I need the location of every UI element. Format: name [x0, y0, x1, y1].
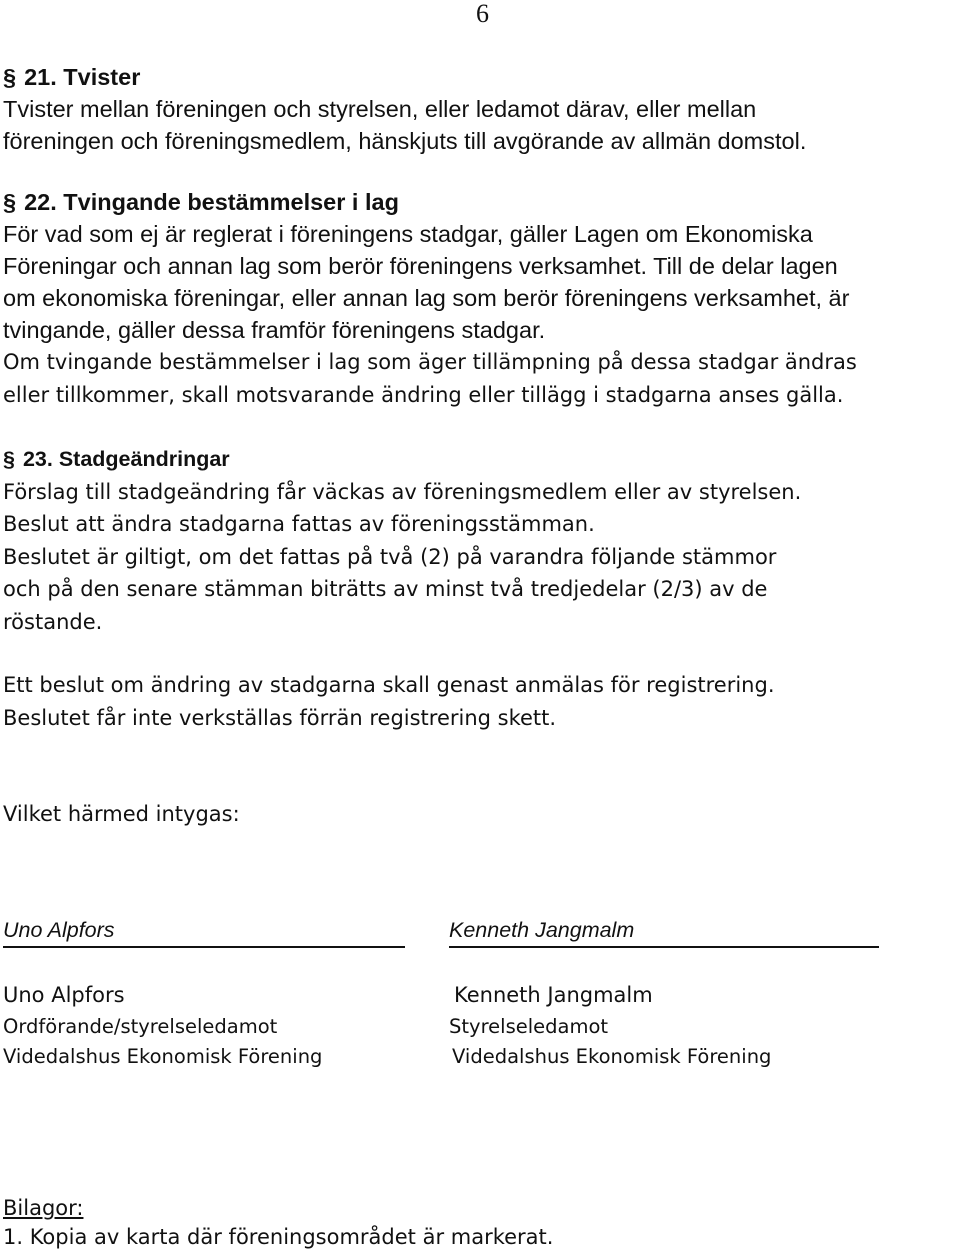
- signature-block-right: [449, 914, 879, 1072]
- section-title: 23. Stadgeändringar: [22, 447, 230, 471]
- section-21: [3, 61, 960, 157]
- signatory-title: Ordförande/styrelseledamot: [3, 1015, 278, 1038]
- paragraph-line: tvingande, gäller dessa framför föreningens stadgar.: [3, 317, 546, 343]
- certification-text: Vilket härmed intygas:: [3, 802, 240, 826]
- page-number: 6: [476, 0, 489, 28]
- signature-block-left: [3, 914, 405, 1072]
- section-22: [3, 186, 960, 411]
- signature-line: Uno Alpfors: [3, 914, 405, 948]
- signatory-organization: Videdalshus Ekonomisk Förening: [3, 1045, 323, 1068]
- paragraph-line: om ekonomiska föreningar, eller annan lag som berör föreningens verksamhet, är: [3, 285, 850, 311]
- paragraph-line: Beslutet är giltigt, om det fattas på två (2) på varandra följande stämmor: [3, 544, 777, 569]
- paragraph-line: Om tvingande bestämmelser i lag som äger tillämpning på dessa stadgar ändras: [3, 350, 857, 374]
- signatory-name: Kenneth Jangmalm: [454, 983, 653, 1007]
- paragraph-line: föreningen och föreningsmedlem, hänskjuts till avgörande av allmän domstol.: [3, 128, 807, 154]
- paragraph-symbol: §: [3, 189, 17, 215]
- paragraph-line: Tvister mellan föreningen och styrelsen, eller ledamot därav, eller mellan: [3, 96, 757, 122]
- paragraph-line: För vad som ej är reglerat i föreningens stadgar, gäller Lagen om Ekonomiska: [3, 221, 813, 247]
- section-heading: [3, 61, 960, 93]
- section-heading: [3, 443, 960, 476]
- signatory-name: Uno Alpfors: [3, 983, 125, 1007]
- section-title: 22. Tvingande bestämmelser i lag: [24, 189, 399, 215]
- section-heading: [3, 186, 960, 218]
- paragraph-symbol: §: [3, 64, 17, 90]
- registration-note: [3, 669, 960, 734]
- paragraph-line: Beslut att ändra stadgarna fattas av föreningsstämman.: [3, 512, 595, 536]
- paragraph-symbol: §: [3, 447, 15, 471]
- paragraph-line: röstande.: [3, 609, 103, 634]
- paragraph-line: och på den senare stämman biträtts av minst två tredjedelar (2/3) av de: [3, 577, 768, 601]
- signatory-info: [3, 978, 405, 1072]
- paragraph-line: Ett beslut om ändring av stadgarna skall genast anmälas för registrering.: [3, 673, 775, 697]
- attachments: [3, 1194, 960, 1252]
- signature-line: Kenneth Jangmalm: [449, 914, 879, 948]
- paragraph-line: Föreningar och annan lag som berör föreningens verksamhet. Till de delar lagen: [3, 253, 838, 279]
- paragraph-line: Beslutet får inte verkställas förrän registrering skett.: [3, 705, 557, 730]
- attachment-item: 1. Kopia av karta där föreningsområdet är markerat.: [3, 1225, 554, 1249]
- signatory-info: [449, 978, 879, 1072]
- signatory-organization: Videdalshus Ekonomisk Förening: [452, 1045, 772, 1068]
- paragraph-line: Förslag till stadgeändring får väckas av föreningsmedlem eller av styrelsen.: [3, 479, 802, 504]
- attachments-label: Bilagor:: [3, 1196, 84, 1220]
- section-23: [3, 443, 960, 638]
- signatory-title: Styrelseledamot: [449, 1015, 609, 1038]
- section-title: 21. Tvister: [24, 64, 141, 90]
- paragraph-line: eller tillkommer, skall motsvarande ändring eller tillägg i stadgarna anses gälla.: [3, 382, 844, 407]
